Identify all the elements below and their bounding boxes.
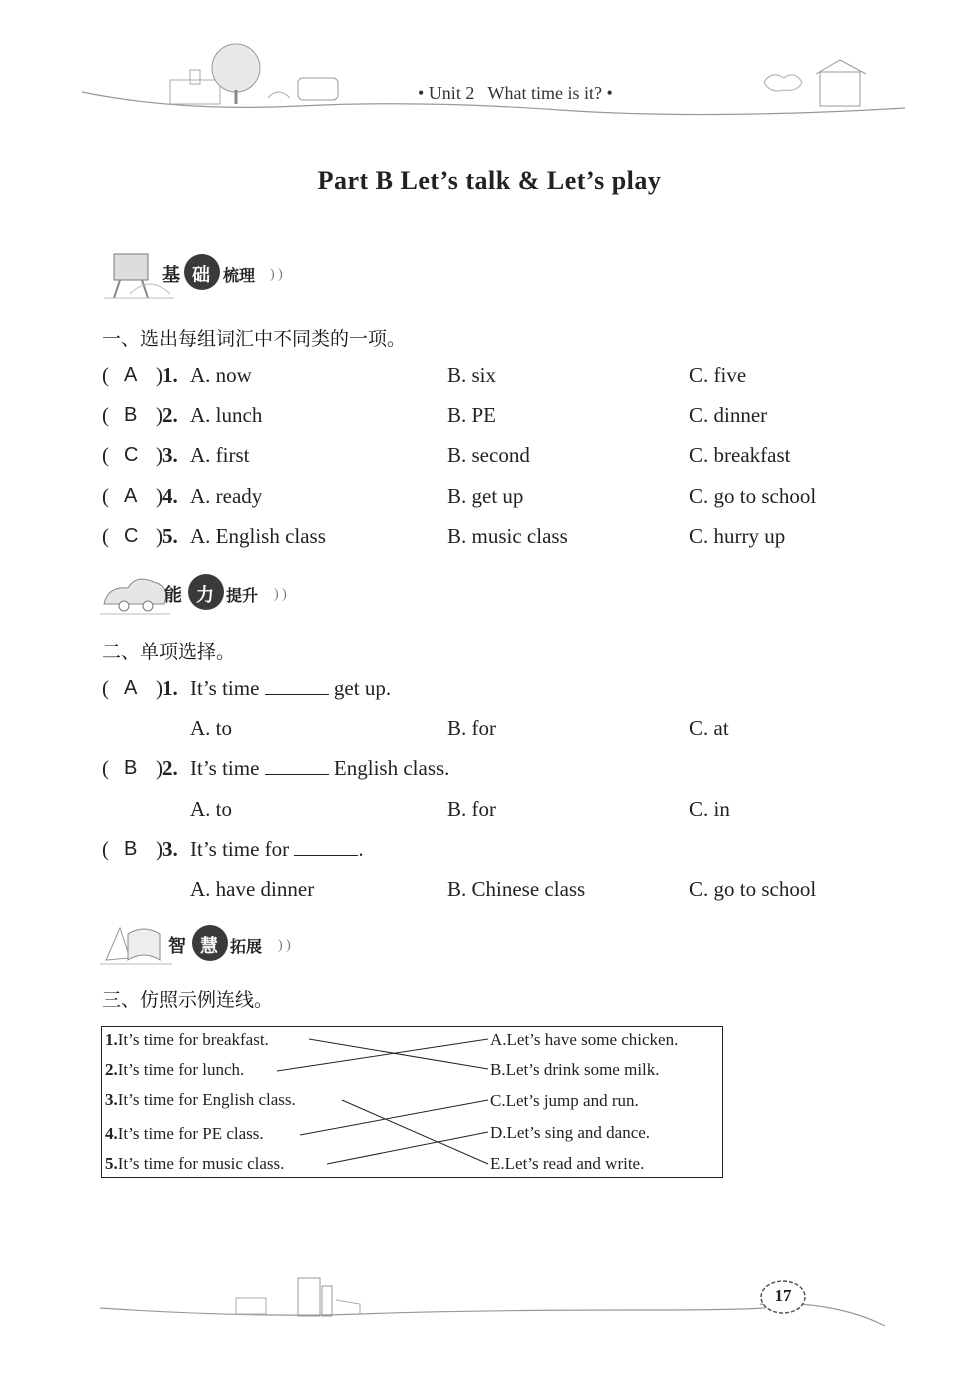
- close-paren: ): [156, 756, 163, 780]
- section1-heading: 一、选出每组词汇中不同类的一项。: [102, 328, 407, 350]
- answer-blank: [265, 676, 329, 695]
- question-number: 1.: [162, 676, 178, 700]
- match-left-item: [105, 1030, 269, 1050]
- option-c: C. breakfast: [689, 443, 791, 467]
- match-right-item: D.Let’s sing and dance.: [490, 1123, 651, 1142]
- question-stem: [190, 676, 391, 701]
- option-b: B. second: [447, 443, 530, 467]
- option-c: C. at: [689, 716, 729, 740]
- badge-char: 基: [162, 265, 180, 286]
- answer: A: [124, 677, 138, 699]
- match-number: 1.: [105, 1030, 118, 1049]
- svg-text:) ): ) ): [274, 587, 287, 602]
- option-c: C. five: [689, 363, 747, 387]
- match-right-item: E.Let’s read and write.: [490, 1154, 645, 1173]
- option-b: B. six: [447, 363, 497, 387]
- open-paren: (: [102, 524, 109, 548]
- option-a: A. to: [190, 716, 232, 740]
- match-text: It’s time for PE class.: [117, 1124, 264, 1143]
- question-stem: [190, 837, 364, 862]
- svg-text:) ): ) ): [270, 267, 283, 282]
- option-b: B. Chinese class: [447, 877, 586, 901]
- option-a: A. lunch: [190, 403, 263, 427]
- question-number: 4.: [162, 484, 178, 508]
- answer: B: [124, 404, 138, 426]
- header-title: [418, 83, 613, 104]
- badge-char: 梳理: [223, 266, 256, 285]
- badge-char: 能: [164, 585, 182, 606]
- badge-char: 拓展: [230, 937, 263, 956]
- match-number: 4.: [105, 1124, 118, 1143]
- match-text: It’s time for English class.: [117, 1090, 296, 1109]
- close-paren: ): [156, 363, 163, 387]
- option-a: A. English class: [190, 524, 326, 548]
- question-number: 5.: [162, 524, 178, 548]
- answer: A: [124, 364, 138, 386]
- answer-blank: [294, 837, 358, 856]
- header-decoration: [0, 0, 979, 130]
- stem-text: get up.: [328, 676, 392, 700]
- open-paren: (: [102, 756, 109, 780]
- question-number: 2.: [162, 756, 178, 780]
- option-b: B. for: [447, 797, 496, 821]
- answer: B: [124, 757, 138, 779]
- section-badge-basic: [100, 250, 290, 302]
- match-right-item: A.Let’s have some chicken.: [490, 1030, 679, 1049]
- bullet-icon: •: [418, 83, 425, 103]
- option-b: B. get up: [447, 484, 524, 508]
- answer-blank: [265, 756, 329, 775]
- match-number: 5.: [105, 1154, 118, 1173]
- match-left-item: [105, 1060, 244, 1080]
- header-unit-text: Unit 2 What time is it?: [428, 83, 602, 103]
- question-number: 3.: [162, 443, 178, 467]
- page-title: Part B Let’s talk & Let’s play: [317, 166, 662, 195]
- stem-text: It’s time for: [190, 837, 295, 861]
- stem-text: English class.: [328, 756, 450, 780]
- open-paren: (: [102, 837, 109, 861]
- section-badge-wisdom: [100, 920, 300, 970]
- close-paren: ): [156, 484, 163, 508]
- option-c: C. go to school: [689, 484, 817, 508]
- question-number: 2.: [162, 403, 178, 427]
- option-a: A. now: [190, 363, 252, 387]
- match-left-item: [105, 1124, 264, 1144]
- match-number: 3.: [105, 1090, 118, 1109]
- close-paren: ): [156, 403, 163, 427]
- answer: C: [124, 444, 139, 466]
- option-b: B. music class: [447, 524, 568, 548]
- option-c: C. hurry up: [689, 524, 786, 548]
- match-right-item: B.Let’s drink some milk.: [490, 1060, 660, 1079]
- match-text: It’s time for lunch.: [117, 1060, 245, 1079]
- match-left-item: [105, 1090, 296, 1110]
- option-c: C. go to school: [689, 877, 817, 901]
- open-paren: (: [102, 363, 109, 387]
- bullet-icon: •: [606, 83, 613, 103]
- badge-char-highlight: 础: [192, 265, 210, 286]
- option-b: B. PE: [447, 403, 497, 427]
- svg-text:) ): ) ): [278, 938, 291, 953]
- option-a: A. to: [190, 797, 232, 821]
- close-paren: ): [156, 837, 163, 861]
- match-number: 2.: [105, 1060, 118, 1079]
- option-c: C. dinner: [689, 403, 768, 427]
- option-c: C. in: [689, 797, 730, 821]
- answer: A: [124, 485, 138, 507]
- option-a: A. ready: [190, 484, 263, 508]
- stem-text: It’s time: [190, 756, 265, 780]
- question-number: 1.: [162, 363, 178, 387]
- badge-char: 智: [168, 936, 186, 957]
- option-a: A. first: [190, 443, 250, 467]
- open-paren: (: [102, 443, 109, 467]
- page-number-badge: [757, 1278, 809, 1316]
- close-paren: ): [156, 443, 163, 467]
- stem-text: It’s time: [190, 676, 265, 700]
- question-stem: [190, 756, 449, 781]
- match-text: It’s time for breakfast.: [117, 1030, 269, 1049]
- footer-decoration: [0, 1260, 979, 1340]
- section-badge-ability: [100, 570, 295, 620]
- option-a: A. have dinner: [190, 877, 315, 901]
- answer: B: [124, 838, 138, 860]
- section3-heading: 三、仿照示例连线。: [102, 989, 274, 1011]
- close-paren: ): [156, 524, 163, 548]
- badge-char-highlight: 力: [196, 585, 214, 606]
- match-right-item: C.Let’s jump and run.: [490, 1091, 639, 1110]
- open-paren: (: [102, 403, 109, 427]
- question-number: 3.: [162, 837, 178, 861]
- section2-heading: 二、单项选择。: [102, 641, 236, 663]
- option-b: B. for: [447, 716, 496, 740]
- close-paren: ): [156, 676, 163, 700]
- match-text: It’s time for music class.: [117, 1154, 285, 1173]
- badge-char: 提升: [226, 586, 259, 605]
- open-paren: (: [102, 676, 109, 700]
- open-paren: (: [102, 484, 109, 508]
- page-number: 17: [774, 1286, 792, 1305]
- stem-text: .: [358, 837, 364, 861]
- badge-char-highlight: 慧: [200, 936, 218, 957]
- match-left-item: [105, 1154, 284, 1174]
- matching-box: [101, 1026, 723, 1178]
- answer: C: [124, 525, 139, 547]
